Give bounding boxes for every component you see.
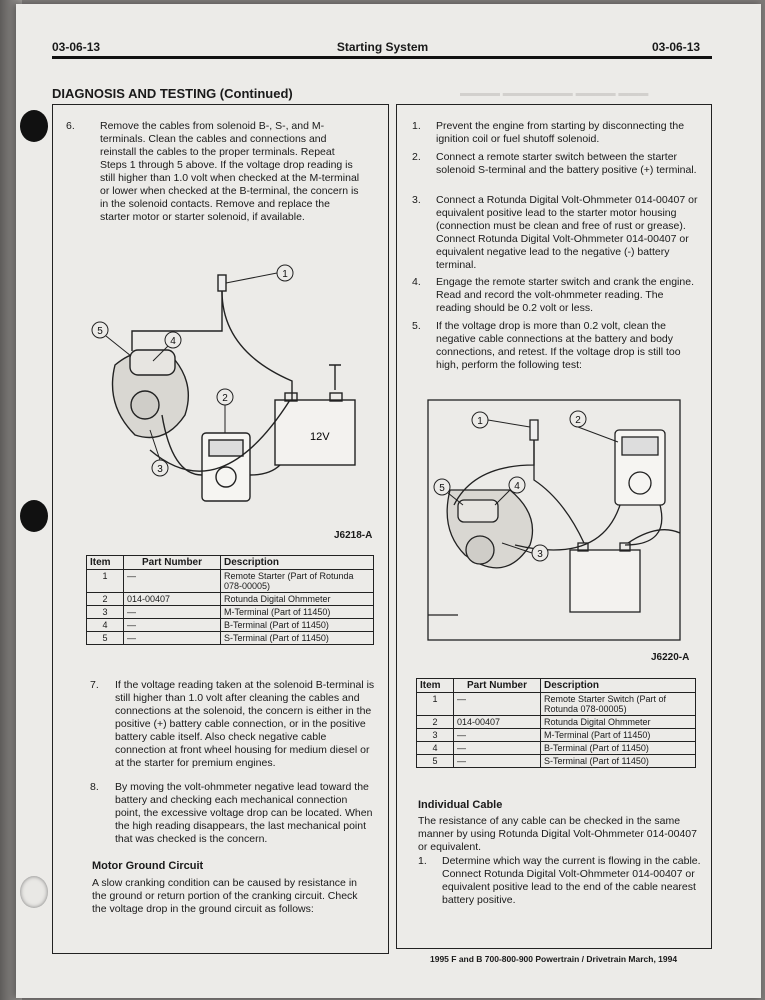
cell: —: [124, 632, 221, 645]
motor-ground-text: A slow cranking condition can be caused by resistance in the ground or return portion of the cranking circuit. Check the voltage drop in the ground circuit as follows:: [92, 877, 358, 915]
individual-cable-text: The resistance of any cable can be checked in the same manner by using Rotunda Digital Volt-Ohmmeter 014-00407 or equivalent.: [418, 815, 697, 853]
cell: M-Terminal (Part of 11450): [221, 606, 374, 619]
cell: Remote Starter (Part of Rotunda 078-00005): [221, 570, 374, 593]
left-parts-table: [86, 555, 374, 645]
cell: 4: [417, 742, 454, 755]
binder-hole: [20, 500, 48, 532]
header-rule: [52, 56, 712, 59]
cell: 014-00407: [124, 593, 221, 606]
step-6-text: Remove the cables from solenoid B-, S-, and M-terminals. Clean the cables and connections and reinstall the cables to the proper terminals. Repeat Steps 1 through 5 above. If the voltage drop reading is still higher than 1.0 volt when checked at the M-terminal or lower when checked at the B-terminal, the concern is in the solenoid contacts. Remove and replace the starter motor or starter solenoid, if available.: [100, 120, 360, 223]
step-number: 1.: [418, 855, 427, 867]
step-number: 8.: [90, 781, 99, 793]
table-row: [417, 716, 696, 729]
cell: 3: [87, 606, 124, 619]
table-row: [417, 729, 696, 742]
cell: 1: [87, 570, 124, 593]
col-header-description: Description: [221, 556, 374, 570]
running-head: Starting System: [336, 40, 429, 54]
remote-starter: [218, 275, 226, 291]
cell: S-Terminal (Part of 11450): [541, 755, 696, 768]
step-number: 4.: [412, 276, 421, 288]
callout-2: 2: [222, 393, 228, 404]
remote-starter-switch: [530, 420, 538, 440]
battery-voltage-label: 12V: [310, 431, 330, 443]
callout-1: 1: [477, 416, 483, 427]
cell: —: [454, 755, 541, 768]
table-row: [87, 632, 374, 645]
right-parts-table: [416, 678, 696, 768]
col-header-item: Item: [417, 679, 454, 693]
cell: Rotunda Digital Ohmmeter: [221, 593, 374, 606]
cell: —: [454, 742, 541, 755]
step-7-text: If the voltage reading taken at the solenoid B-terminal is still higher than 1.0 volt after cleaning the cables and connections at the solenoid, the concern is either in the positive (+) battery cable connection, or in the positive battery cable itself. Also check negative cable connection at front wheel housing for medium diesel or at the starter for premium engines.: [115, 679, 375, 769]
cell: 2: [417, 716, 454, 729]
cell: 5: [417, 755, 454, 768]
step-number: 2.: [412, 151, 421, 163]
table-row: [87, 570, 374, 593]
page-number-left: 03-06-13: [52, 40, 101, 54]
page-number-right: 03-06-13: [652, 40, 701, 54]
cell: —: [454, 693, 541, 716]
right-step-3-text: Connect a Rotunda Digital Volt-Ohmmeter 014-00407 or equivalent positive lead to the starter motor housing (connection must be clean and free of rust or grease). Connect Rotunda Digital Volt-Ohmmeter 014-00407 or equivalent negative lead to the negative (-) battery terminal.: [436, 194, 698, 271]
right-step-5-text: If the voltage drop is more than 0.2 volt, clean the negative cable connections at the battery and body connections, and retest. If the voltage drop is still too high, perform the following test:: [436, 320, 681, 371]
cell: —: [124, 619, 221, 632]
cell: 3: [417, 729, 454, 742]
figure-id: J6218-A: [334, 530, 373, 541]
callout-3: 3: [157, 464, 163, 475]
binder-hole: [20, 110, 48, 142]
cell: Remote Starter Switch (Part of Rotunda 078-00005): [541, 693, 696, 716]
individual-cable-step-1-text: Determine which way the current is flowing in the cable. Connect Rotunda Digital Volt-Ohmmeter 014-00407 or equivalent positive lead to the end of the cable nearest battery positive.: [442, 855, 701, 906]
binder-hole: [20, 876, 48, 908]
cell: 4: [87, 619, 124, 632]
figure-id: J6220-A: [651, 652, 690, 663]
right-step-4-text: Engage the remote starter switch and crank the engine. Read and record the volt-ohmmeter reading. The reading should be 0.2 volt or less.: [436, 276, 694, 314]
bleed-through: ▬▬▬ ▬▬▬▬ ▬▬▬▬▬▬▬ ▬▬▬▬: [460, 88, 649, 99]
callout-4: 4: [170, 336, 176, 347]
step-8-text: By moving the volt-ohmmeter negative lead toward the battery and checking each mechanical connection point, the excessive voltage drop can be located. When the high reading disappears, the last mechanical point that was checked is the concern.: [115, 781, 373, 845]
callout-4: 4: [514, 481, 520, 492]
right-step-2-text: Connect a remote starter switch between the starter solenoid S-terminal and the battery positive (+) terminal.: [436, 151, 697, 176]
table-row: [87, 593, 374, 606]
callout-3: 3: [537, 549, 543, 560]
individual-cable-title: Individual Cable: [418, 799, 503, 811]
left-figure-diagram: [90, 255, 380, 545]
step-number: 5.: [412, 320, 421, 332]
cell: S-Terminal (Part of 11450): [221, 632, 374, 645]
cell: —: [454, 729, 541, 742]
cell: M-Terminal (Part of 11450): [541, 729, 696, 742]
table-row: [87, 606, 374, 619]
cell: B-Terminal (Part of 11450): [221, 619, 374, 632]
table-row: [417, 742, 696, 755]
cell: 2: [87, 593, 124, 606]
cell: Rotunda Digital Ohmmeter: [541, 716, 696, 729]
cell: 014-00407: [454, 716, 541, 729]
col-header-part-number: Part Number: [454, 679, 541, 693]
right-figure-diagram: [420, 395, 690, 650]
battery: [570, 550, 640, 612]
table-row: [417, 755, 696, 768]
step-number: 6.: [66, 120, 75, 132]
cell: 5: [87, 632, 124, 645]
col-header-part-number: Part Number: [124, 556, 221, 570]
table-row: [417, 693, 696, 716]
cell: B-Terminal (Part of 11450): [541, 742, 696, 755]
step-number: 7.: [90, 679, 99, 691]
section-title: DIAGNOSIS AND TESTING (Continued): [52, 86, 293, 101]
col-header-item: Item: [87, 556, 124, 570]
callout-2: 2: [575, 415, 581, 426]
footer-publication: 1995 F and B 700-800-900 Powertrain / Drivetrain March, 1994: [430, 954, 678, 964]
step-number: 3.: [412, 194, 421, 206]
solenoid: [130, 350, 175, 375]
callout-1: 1: [282, 269, 288, 280]
table-row: [87, 619, 374, 632]
callout-5: 5: [97, 326, 103, 337]
callout-5: 5: [439, 483, 445, 494]
right-step-1-text: Prevent the engine from starting by disconnecting the ignition coil or fuel shutoff solenoid.: [436, 120, 685, 145]
col-header-description: Description: [541, 679, 696, 693]
step-number: 1.: [412, 120, 421, 132]
cell: —: [124, 570, 221, 593]
cell: —: [124, 606, 221, 619]
motor-ground-title: Motor Ground Circuit: [92, 860, 204, 872]
cell: 1: [417, 693, 454, 716]
